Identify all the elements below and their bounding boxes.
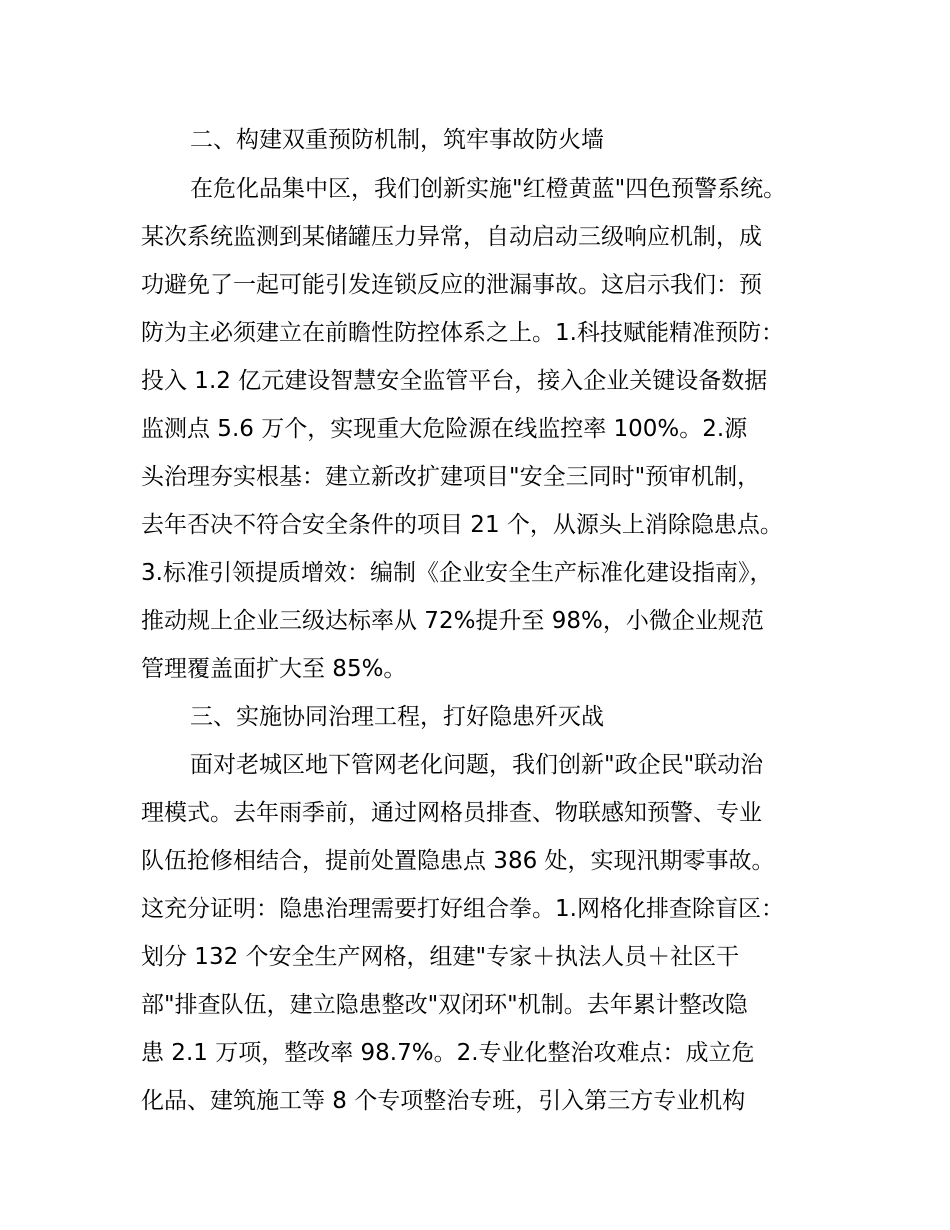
paragraph-line: 防为主必须建立在前瞻性防控体系之上。1.科技赋能精准预防： — [141, 320, 784, 346]
paragraph-line: 队伍抢修相结合，提前处置隐患点 386 处，实现汛期零事故。 — [141, 848, 775, 874]
paragraph-line: 在危化品集中区，我们创新实施"红橙黄蓝"四色预警系统。 — [190, 176, 787, 202]
paragraph-line: 推动规上企业三级达标率从 72%提升至 98%，小微企业规范 — [141, 608, 764, 634]
paragraph-line: 管理覆盖面扩大至 85%。 — [141, 656, 407, 682]
paragraph-line: 化品、建筑施工等 8 个专项整治专班，引入第三方专业机构 — [141, 1088, 746, 1114]
paragraph-line: 头治理夯实根基：建立新改扩建项目"安全三同时"预审机制， — [141, 464, 761, 490]
paragraph-line: 某次系统监测到某储罐压力异常，自动启动三级响应机制，成 — [141, 224, 762, 250]
paragraph-line: 患 2.1 万项，整改率 98.7%。2.专业化整治攻难点：成立危 — [141, 1040, 755, 1066]
paragraph-line: 去年否决不符合安全条件的项目 21 个，从源头上消除隐患点。 — [141, 512, 783, 538]
paragraph-line: 部"排查队伍，建立隐患整改"双闭环"机制。去年累计整改隐 — [141, 992, 748, 1018]
paragraph-line: 理模式。去年雨季前，通过网格员排查、物联感知预警、专业 — [141, 800, 762, 826]
paragraph-line: 3.标准引领提质增效：编制《企业安全生产标准化建设指南》， — [141, 560, 773, 586]
section-heading-3: 三、实施协同治理工程，打好隐患歼灭战 — [190, 704, 604, 730]
paragraph-line: 监测点 5.6 万个，实现重大危险源在线监控率 100%。2.源 — [141, 416, 748, 442]
paragraph-line: 功避免了一起可能引发连锁反应的泄漏事故。这启示我们：预 — [141, 272, 762, 298]
paragraph-line: 这充分证明：隐患治理需要打好组合拳。1.网格化排查除盲区： — [141, 896, 784, 922]
paragraph-line: 划分 132 个安全生产网格，组建"专家＋执法人员＋社区干 — [141, 944, 740, 970]
paragraph-line: 面对老城区地下管网老化问题，我们创新"政企民"联动治 — [190, 752, 764, 778]
section-heading-2: 二、构建双重预防机制，筑牢事故防火墙 — [190, 127, 604, 153]
paragraph-line: 投入 1.2 亿元建设智慧安全监管平台，接入企业关键设备数据 — [141, 368, 768, 394]
